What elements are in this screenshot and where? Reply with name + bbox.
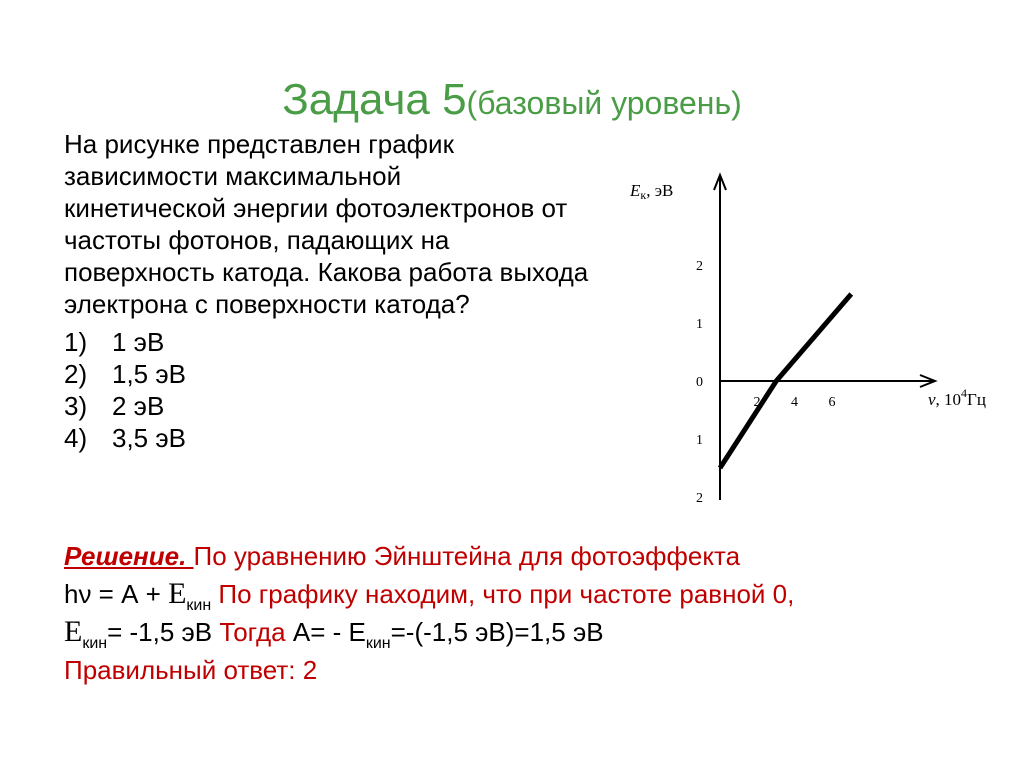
- y-tick-label: 2: [696, 491, 703, 506]
- title-main: Задача 5: [282, 75, 467, 124]
- option-value: 1,5 эВ: [112, 359, 186, 389]
- solution-heading: Решение.: [64, 541, 194, 571]
- option-value: 3,5 эВ: [112, 423, 186, 453]
- option-value: 1 эВ: [112, 327, 165, 357]
- kinetic-energy-value: = -1,5 эВ: [107, 617, 220, 647]
- energy-frequency-chart: [600, 160, 1024, 520]
- x-tick-label: 4: [791, 395, 798, 410]
- chart-svg: [600, 160, 1024, 520]
- y-axis-label: Eк, эВ: [630, 181, 674, 202]
- x-tick-label: 6: [828, 395, 836, 410]
- solution-line-1: [64, 540, 794, 578]
- energy-subscript: кин: [365, 635, 391, 652]
- problem-line: кинетической энергии фотоэлектронов от: [64, 193, 568, 223]
- option-value: 2 эВ: [112, 391, 165, 421]
- y-tick-label: 0: [696, 375, 703, 390]
- energy-symbol: Е: [168, 577, 187, 610]
- einstein-equation: hν = А +: [64, 579, 169, 609]
- title-sub: (базовый уровень): [466, 85, 742, 121]
- solution-block: [64, 540, 794, 692]
- correct-answer: Правильный ответ: 2: [64, 655, 318, 685]
- option-number: 1): [64, 327, 88, 357]
- y-tick-label: 2: [696, 259, 703, 274]
- problem-line: поверхность катода. Какова работа выхода: [64, 257, 589, 287]
- x-axis-label: ν, $10^4Гц$: [928, 386, 986, 409]
- solution-line1-text: По уравнению Эйнштейна для фотоэффекта: [193, 541, 741, 571]
- y-tick-label: 1: [696, 433, 703, 448]
- then-word: Тогда: [219, 617, 293, 647]
- option-number: 4): [64, 423, 88, 453]
- x-tick-label: 2: [753, 395, 761, 410]
- solution-line2-text: По графику находим, что при частоте равной 0,: [211, 579, 795, 609]
- solution-line-3: [64, 616, 794, 654]
- option-number: 2): [64, 359, 88, 389]
- y-tick-labels: [696, 259, 703, 506]
- problem-line: частоты фотонов, падающих на: [64, 225, 450, 255]
- energy-subscript: кин: [186, 597, 212, 614]
- work-function-expression: А= - Е: [292, 617, 366, 647]
- energy-symbol: Е: [64, 615, 83, 648]
- problem-line: На рисунке представлен график: [64, 129, 454, 159]
- slide-title: [0, 72, 1024, 131]
- energy-subscript: кин: [82, 635, 108, 652]
- problem-line: зависимости максимальной: [64, 161, 402, 191]
- work-function-result: =-(-1,5 эВ)=1,5 эВ: [390, 617, 604, 647]
- solution-line-2: [64, 578, 794, 616]
- option-number: 3): [64, 391, 88, 421]
- y-tick-label: 1: [696, 317, 703, 332]
- problem-line: электрона с поверхности катода?: [64, 289, 470, 319]
